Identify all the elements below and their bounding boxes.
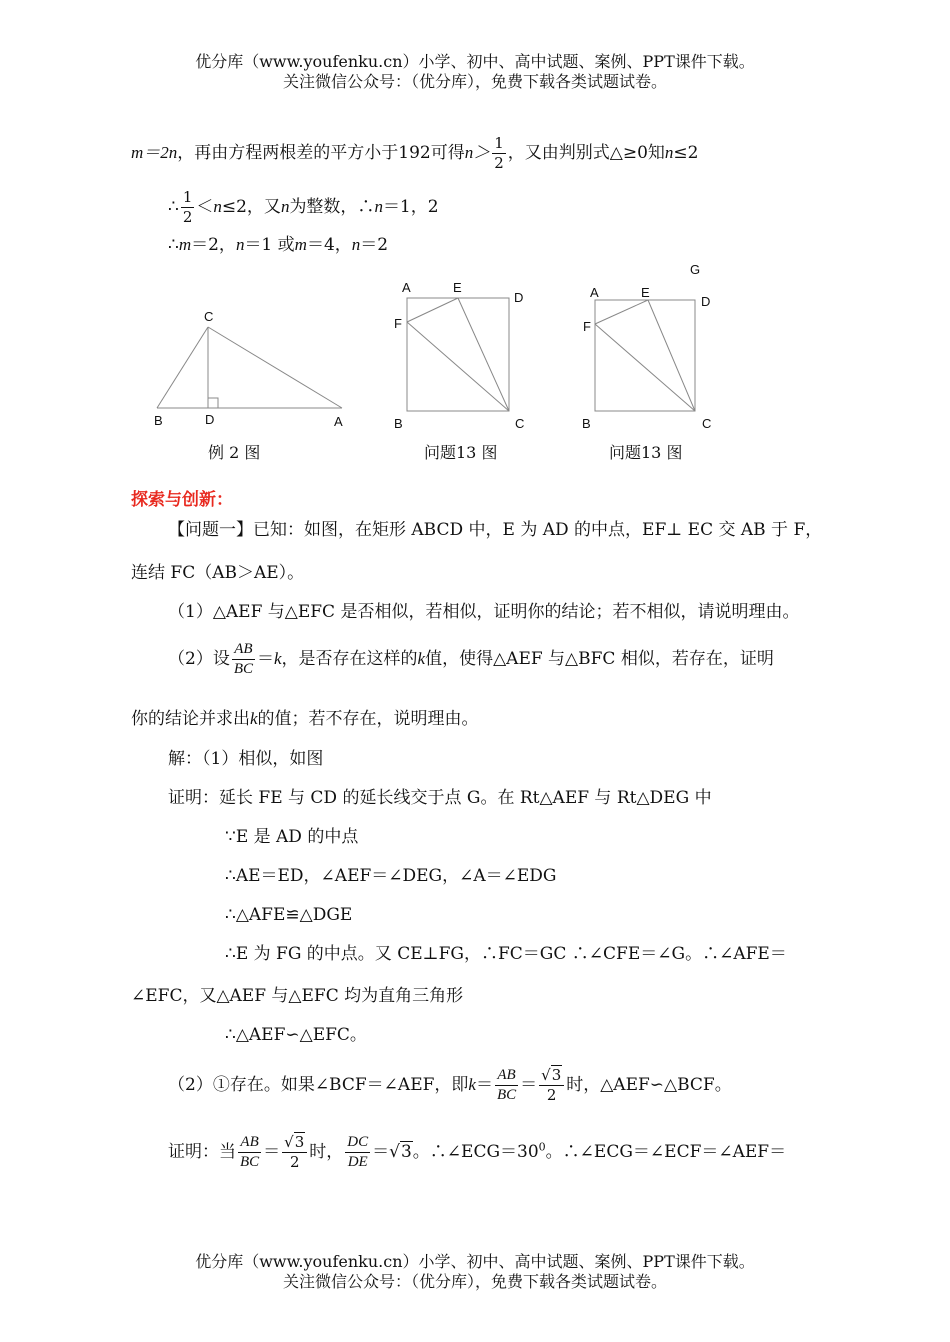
solution-2: 证明：延长 FE 与 CD 的延长线交于点 G。在 Rt△AEF 与 Rt△DEG 中 <box>168 788 712 808</box>
footer-line-2: 关注微信公众号：（优分库），免费下载各类试题试卷。 <box>282 1272 667 1291</box>
frac-den: 2 <box>182 208 193 226</box>
fraction-DC-DE <box>345 1133 370 1172</box>
therefore-symbol: ∴ <box>168 235 179 255</box>
label-C: C <box>204 309 214 324</box>
caption-problem-13-b: 问题13 图 <box>609 443 683 462</box>
label-F: F <box>583 319 591 334</box>
frac-den: DE <box>347 1154 368 1170</box>
equals: ＝ <box>372 1142 390 1162</box>
label-A: A <box>402 280 411 295</box>
q2-line2-b: 的值；若不存在，说明理由。 <box>257 709 479 729</box>
sqrt-radicand: 3 <box>400 1142 412 1162</box>
sqrt-3: √3 <box>389 1142 412 1162</box>
var-n: n <box>374 197 383 216</box>
label-C: C <box>702 416 712 431</box>
solution-8: ∴△AEF∽△EFC。 <box>225 1025 367 1045</box>
frac-den: 2 <box>546 1086 557 1104</box>
label-G: G <box>690 262 701 277</box>
figure-problem-13-a <box>394 280 524 431</box>
sqrt-radicand: 3 <box>294 1133 305 1151</box>
segment-FE <box>595 300 648 324</box>
solution-5: ∴△AFE≌△DGE <box>225 905 353 925</box>
var-n: n <box>235 235 245 254</box>
frac-den: BC <box>496 1087 517 1103</box>
q2-line2-a: 你的结论并求出 <box>131 709 250 729</box>
label-D: D <box>701 294 711 309</box>
var-m: m <box>178 235 192 254</box>
q2-text-c: ，是否存在这样的 <box>281 649 418 669</box>
q2-text-d: 值，使得△AEF 与△BFC 相似，若存在，证明 <box>425 649 774 669</box>
equals: ＝ <box>263 1142 281 1162</box>
segment-FC <box>407 322 509 411</box>
prev-text-3i: ＝2 <box>360 235 389 255</box>
var-k: k <box>250 709 258 728</box>
solution-7: ∠EFC，又△AEF 与△EFC 均为直角三角形 <box>131 986 464 1006</box>
fraction-AB-BC <box>238 1133 261 1172</box>
q2-prefix: （2）设 <box>168 649 230 669</box>
frac-num: AB <box>232 640 255 660</box>
fraction-one-half-2 <box>181 188 195 227</box>
solution-9 <box>168 1066 732 1105</box>
label-D: D <box>205 412 215 427</box>
caption-problem-13-a: 问题13 图 <box>424 443 498 462</box>
label-A: A <box>590 285 599 300</box>
var-n: n <box>351 235 361 254</box>
prev-text-2d: ≤2，又 <box>221 197 281 217</box>
frac-num: 1 <box>182 188 193 206</box>
prev-text-3c: ＝2， <box>191 235 236 255</box>
segment-BC <box>157 327 208 408</box>
frac-num: DC <box>345 1133 370 1153</box>
frac-den: 2 <box>494 154 504 172</box>
header-line-2: 关注微信公众号：（优分库），免费下载各类试题试卷。 <box>282 72 667 91</box>
var-k: k <box>468 1075 476 1094</box>
question-2-line-2 <box>131 708 479 730</box>
fraction-AB-BC <box>232 640 255 679</box>
segment-FE <box>407 298 458 322</box>
prev-text-2b: ＜ <box>196 197 214 217</box>
var-n: n <box>213 197 222 216</box>
s10-c: 时， <box>309 1142 344 1162</box>
label-A: A <box>334 414 343 429</box>
segment-EC <box>648 300 695 411</box>
segment-FC <box>595 324 695 411</box>
prev-line-3 <box>168 234 388 256</box>
frac-num: AB <box>238 1133 261 1153</box>
var-n: n <box>664 143 674 162</box>
s10-e: 。∴∠ECG＝30 <box>412 1142 539 1162</box>
label-B: B <box>582 416 591 431</box>
fraction-AB-BC <box>495 1066 518 1105</box>
frac-num: AB <box>495 1066 518 1086</box>
caption-example-2: 例 2 图 <box>208 443 261 462</box>
question-1: （1）△AEF 与△EFC 是否相似，若相似，证明你的结论；若不相似，请说明理由。 <box>168 602 800 622</box>
solution-3: ∵E 是 AD 的中点 <box>225 827 359 847</box>
prev-text-1b: ，再由方程两根差的平方小于192可得 <box>177 143 465 163</box>
prev-text-1f: ≤2 <box>673 143 699 163</box>
solution-10 <box>168 1133 786 1172</box>
frac-den: 2 <box>289 1153 300 1171</box>
expr-m-eq-2n: m＝2n <box>131 143 178 162</box>
figure-problem-13-b <box>582 262 711 431</box>
fraction-sqrt3-over-2 <box>539 1066 564 1105</box>
equals: ＝ <box>520 1075 538 1095</box>
equals: ＝ <box>257 649 274 669</box>
degree-superscript: 0 <box>538 1140 546 1154</box>
label-B: B <box>154 413 163 428</box>
label-E: E <box>453 280 462 295</box>
figure-example-2 <box>154 309 343 429</box>
section-title: 探索与创新： <box>131 490 233 510</box>
s10-f: 。∴∠ECG＝∠ECF＝∠AEF＝ <box>545 1142 787 1162</box>
prev-text-3g: ＝4， <box>306 235 352 255</box>
label-F: F <box>394 316 402 331</box>
right-angle-mark <box>208 398 218 408</box>
s9-a: （2）①存在。如果∠BCF＝∠AEF，即 <box>168 1075 469 1095</box>
s9-d: 时，△AEF∽△BCF。 <box>566 1075 732 1095</box>
solution-6: ∴E 为 FG 的中点。又 CE⊥FG，∴FC＝GC ∴∠CFE＝∠G。∴∠AFE＝ <box>225 944 787 964</box>
problem-intro-2: 连结 FC（AB＞AE）。 <box>131 563 305 583</box>
frac-num: √3 <box>282 1133 307 1153</box>
label-E: E <box>641 285 650 300</box>
equals: ＝ <box>475 1075 493 1095</box>
solution-4: ∴AE＝ED，∠AEF＝∠DEG，∠A＝∠EDG <box>225 866 557 886</box>
prev-line-2 <box>168 188 439 227</box>
segment-CA <box>208 327 342 408</box>
prev-text-2f: 为整数，∴ <box>289 197 375 217</box>
fraction-sqrt3-over-2 <box>282 1133 307 1172</box>
figures-row <box>0 255 950 470</box>
header-line-1: 优分库（www.youfenku.cn）小学、初中、高中试题、案例、PPT课件下载。 <box>195 52 755 71</box>
expr-n-gt: n＞ <box>464 143 491 162</box>
var-n: n <box>280 197 290 216</box>
label-B: B <box>394 416 403 431</box>
footer-line-1: 优分库（www.youfenku.cn）小学、初中、高中试题、案例、PPT课件下载。 <box>195 1252 755 1271</box>
var-m: m <box>294 235 307 254</box>
frac-num: 1 <box>494 134 504 152</box>
frac-den: BC <box>240 1154 260 1170</box>
question-2-line-1 <box>168 640 774 679</box>
sqrt-radicand: 3 <box>551 1066 562 1084</box>
therefore-symbol: ∴ <box>168 197 179 217</box>
segment-EC <box>458 298 509 411</box>
prev-text-1d: ，又由判别式△≥0知 <box>507 143 665 163</box>
fraction-one-half <box>492 134 506 173</box>
prev-line-1 <box>131 134 698 173</box>
label-D: D <box>514 290 524 305</box>
label-C: C <box>515 416 525 431</box>
prev-text-3e: ＝1 或 <box>244 235 295 255</box>
var-k: k <box>417 649 426 668</box>
rectangle-ABCD <box>595 300 695 411</box>
problem-intro-1: 【问题一】已知：如图，在矩形 ABCD 中，E 为 AD 的中点，EF⊥ EC 交 AB 于 F， <box>168 520 823 540</box>
solution-1: 解：（1）相似，如图 <box>168 749 324 769</box>
frac-num: √3 <box>539 1066 564 1086</box>
frac-den: BC <box>233 661 253 677</box>
prev-text-2h: ＝1，2 <box>382 197 439 217</box>
var-k: k <box>274 649 282 668</box>
s10-a: 证明：当 <box>168 1142 236 1162</box>
